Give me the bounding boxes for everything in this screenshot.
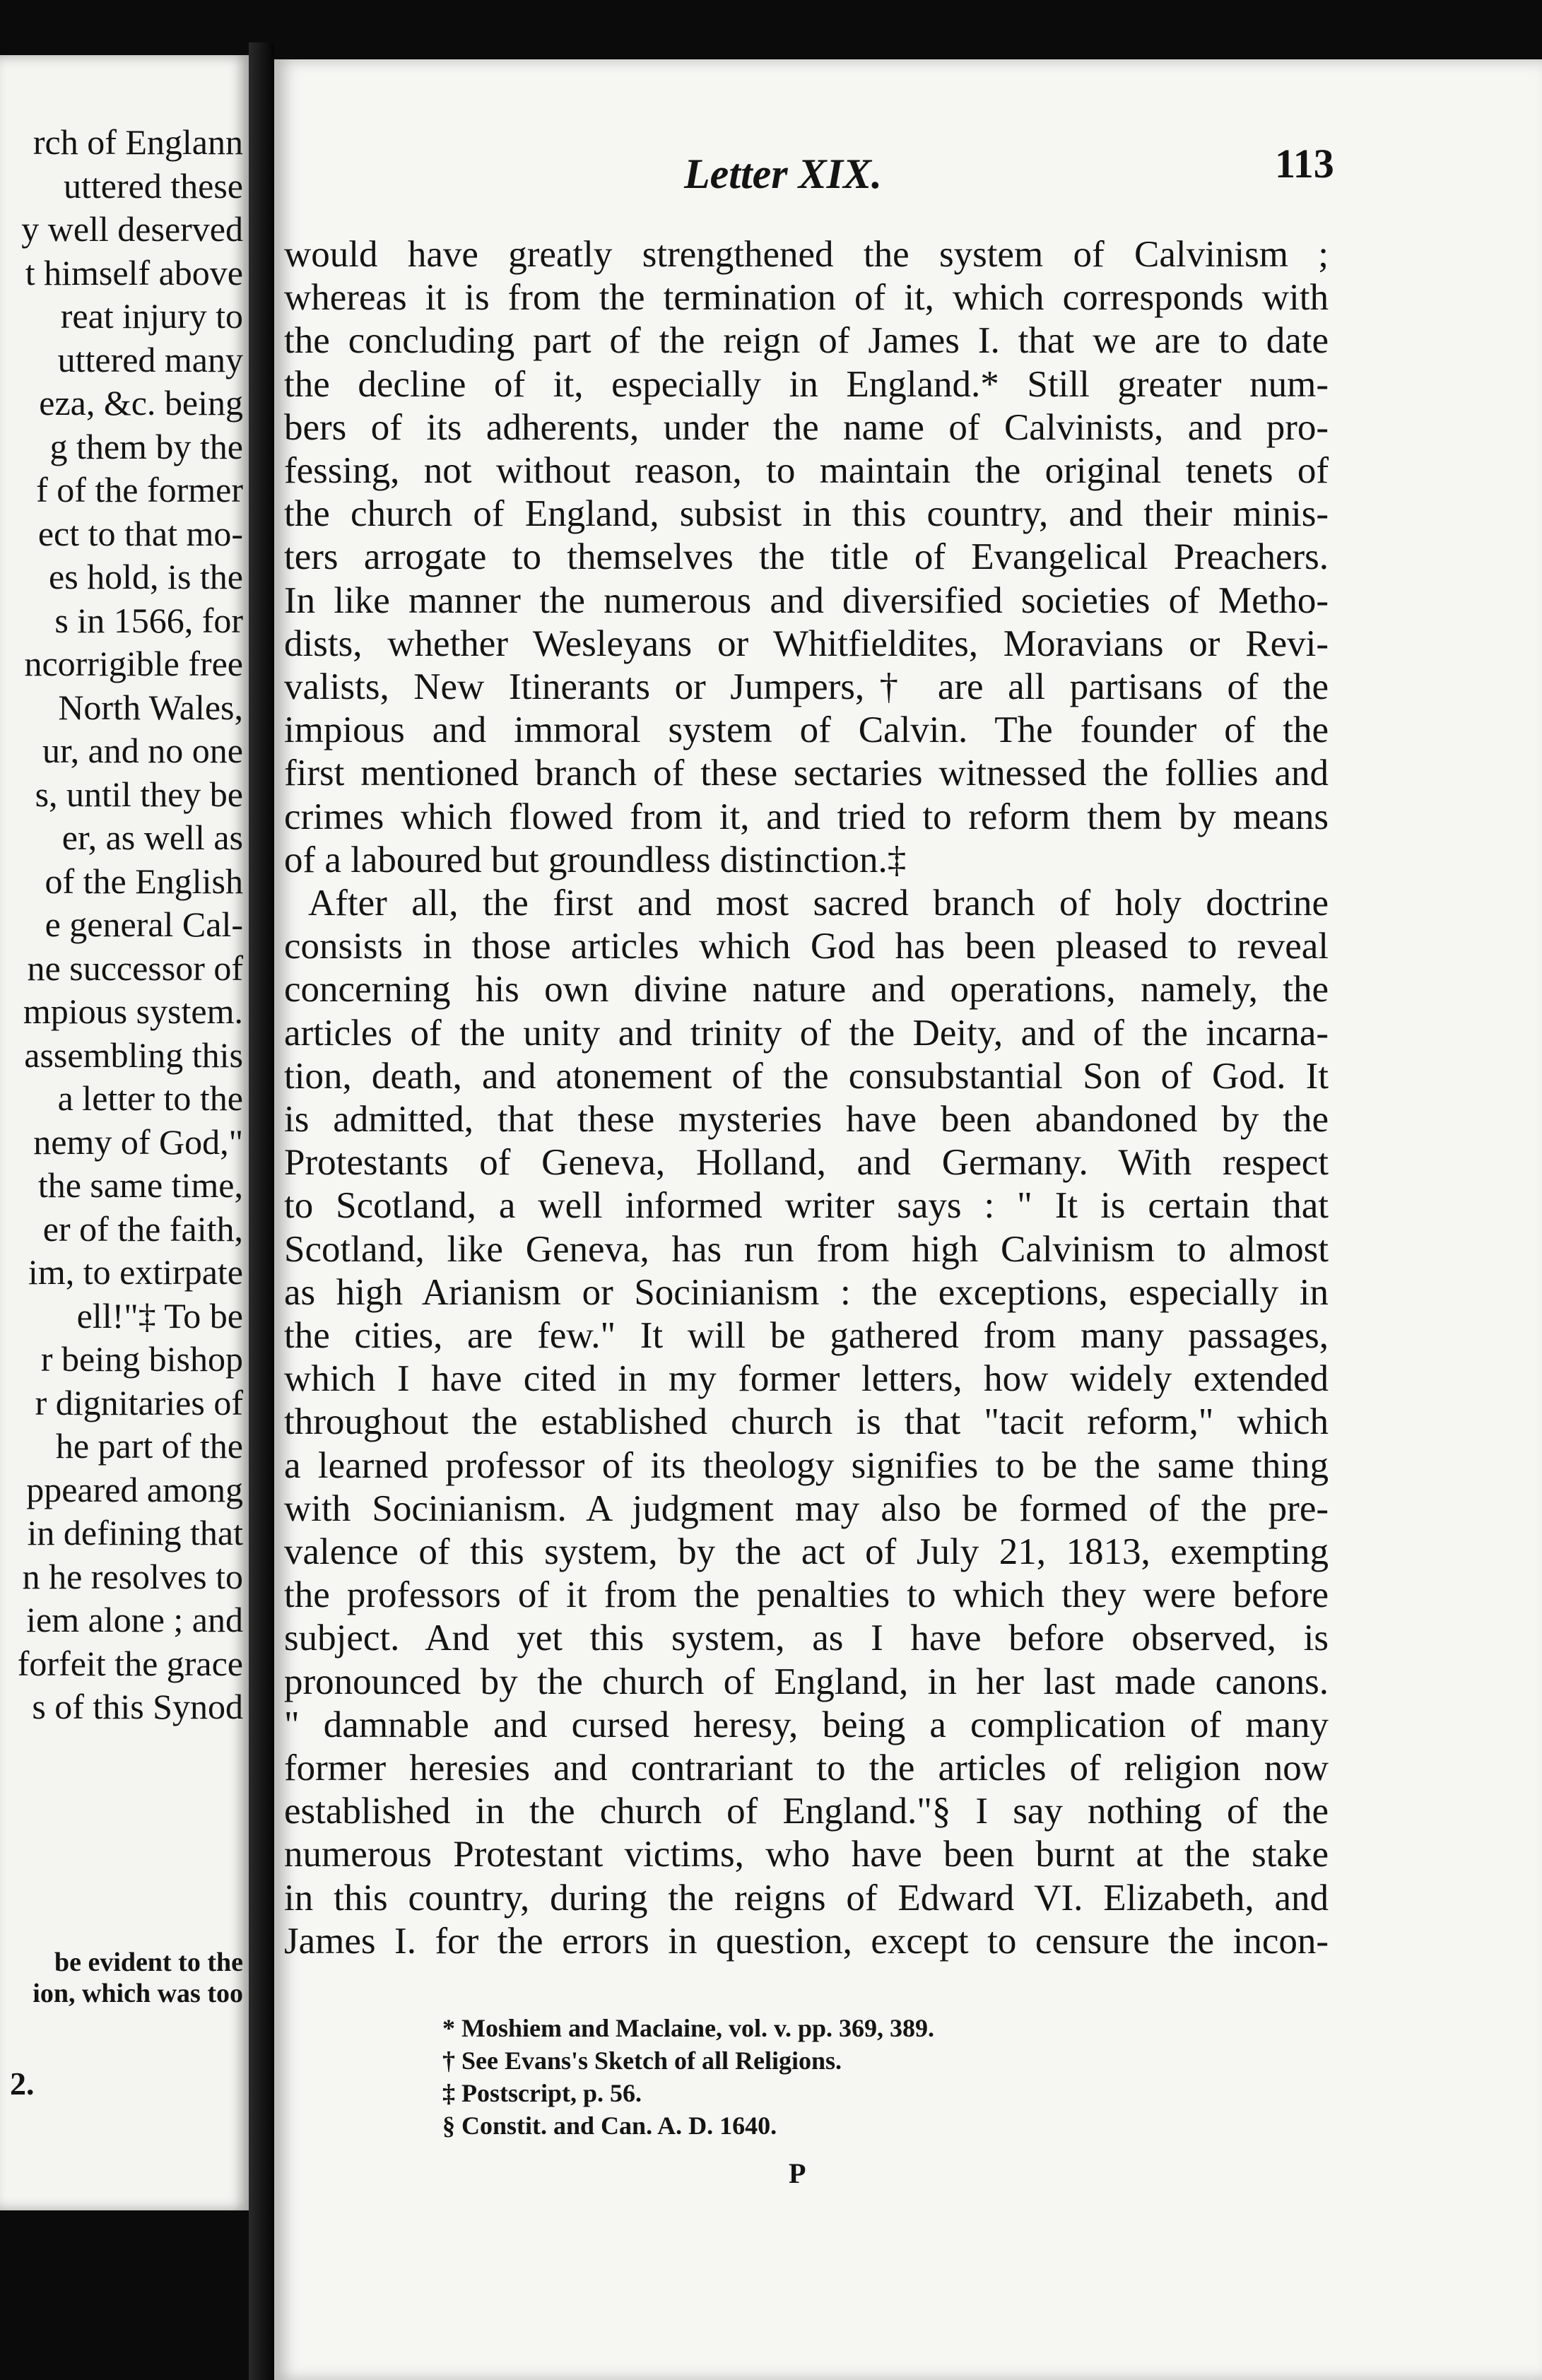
body-line: the professors of it from the penalties to which they were before xyxy=(284,1574,1329,1616)
left-page-line: r being bishop xyxy=(40,1339,243,1379)
left-page-line: uttered many xyxy=(57,339,243,379)
body-line: the decline of it, especially in England.* Still greater num- xyxy=(284,363,1329,405)
footnote-line: † See Evans's Sketch of all Religions. xyxy=(442,2046,842,2075)
left-page-line: y well deserved xyxy=(21,209,243,249)
left-page-footnote-line: be evident to the xyxy=(54,1948,243,1977)
left-page-line: a letter to the xyxy=(57,1078,243,1118)
body-line: would have greatly strengthened the system of Calvinism ; xyxy=(284,234,1329,275)
body-line: valists, New Itinerants or Jumpers,† are all partisans of the xyxy=(284,666,1329,707)
body-line: a learned professor of its theology signifies to be the same thing xyxy=(284,1444,1329,1486)
body-line: as high Arianism or Socinianism : the exceptions, especially in xyxy=(284,1271,1329,1313)
left-page-line: the same time, xyxy=(37,1165,243,1205)
signature-mark: P xyxy=(789,2157,806,2189)
body-line: ters arrogate to themselves the title of Evangelical Preachers. xyxy=(284,536,1329,578)
left-page-line: uttered these xyxy=(63,165,243,206)
left-page-line: mpious system. xyxy=(23,991,243,1031)
body-line: which I have cited in my former letters, how widely extended xyxy=(284,1358,1329,1400)
left-page-line: er of the faith, xyxy=(42,1208,243,1249)
body-line: In like manner the numerous and diversified societies of Metho- xyxy=(284,579,1329,621)
left-page-line: eza, &c. being xyxy=(39,383,243,423)
body-line: numerous Protestant victims, who have been burnt at the stake xyxy=(284,1834,1329,1875)
left-page xyxy=(0,55,249,2210)
left-page-signature: 2. xyxy=(10,2066,35,2102)
body-line: first mentioned branch of these sectaries witnessed the follies and xyxy=(284,753,1329,794)
left-page-line: ne successor of xyxy=(27,948,243,988)
left-page-footnote-line: ion, which was too xyxy=(33,1979,243,2008)
left-page-line: iem alone ; and xyxy=(26,1600,243,1639)
body-line: valence of this system, by the act of July 21, 1813, exempting xyxy=(284,1531,1329,1572)
left-page-line: rch of Englann xyxy=(33,122,243,162)
body-line: in this country, during the reigns of Edward VI. Elizabeth, and xyxy=(284,1877,1329,1919)
body-line: former heresies and contrariant to the articles of religion now xyxy=(284,1748,1329,1789)
left-page-line: assembling this xyxy=(24,1035,243,1075)
body-line: " damnable and cursed heresy, being a complication of many xyxy=(284,1704,1329,1745)
body-line: James I. for the errors in question, except to censure the incon- xyxy=(284,1920,1329,1962)
body-line: After all, the first and most sacred branch of holy doctrine xyxy=(308,883,1329,924)
footnote-line: § Constit. and Can. A. D. 1640. xyxy=(442,2111,777,2140)
body-line: Protestants of Geneva, Holland, and Germany. With respect xyxy=(284,1142,1329,1184)
body-line: of a laboured but groundless distinction.‡ xyxy=(284,839,907,880)
left-page-line: he part of the xyxy=(55,1426,243,1466)
left-page-line: reat injury to xyxy=(60,296,243,336)
body-line: crimes which flowed from it, and tried to reform them by means xyxy=(284,796,1329,837)
left-page-line: North Wales, xyxy=(58,687,243,727)
left-page-line: forfeit the grace xyxy=(17,1643,243,1683)
right-page xyxy=(274,59,1542,2380)
body-line: the concluding part of the reign of James I. that we are to date xyxy=(284,320,1329,362)
left-page-line: es hold, is the xyxy=(49,557,243,596)
left-page-line: s, until they be xyxy=(35,774,243,814)
left-page-line: s of this Synod xyxy=(32,1687,243,1726)
body-line: to Scotland, a well informed writer says : " It is certain that xyxy=(284,1185,1329,1227)
left-page-line: ppeared among xyxy=(26,1469,243,1509)
left-page-line: in defining that xyxy=(27,1513,243,1553)
body-line: articles of the unity and trinity of the Deity, and of the incarna- xyxy=(284,1012,1329,1054)
left-page-line: e general Cal- xyxy=(45,905,243,944)
footnote-line: * Moshiem and Maclaine, vol. v. pp. 369, 389. xyxy=(442,2014,935,2042)
left-page-line: g them by the xyxy=(49,426,243,466)
left-page-line: er, as well as xyxy=(61,818,243,857)
body-line: pronounced by the church of England, in her last made canons. xyxy=(284,1661,1329,1702)
body-line: consists in those articles which God has been pleased to reveal xyxy=(284,926,1329,967)
body-line: dists, whether Wesleyans or Whitfieldites, Moravians or Revi- xyxy=(284,623,1329,664)
body-line: the church of England, subsist in this country, and their minis- xyxy=(284,493,1329,535)
body-line: Scotland, like Geneva, has run from high Calvinism to almost xyxy=(284,1228,1329,1270)
gutter-shadow xyxy=(249,42,274,2380)
body-line: with Socinianism. A judgment may also be formed of the pre- xyxy=(284,1488,1329,1529)
left-page-line: ect to that mo- xyxy=(37,513,243,553)
running-header: Letter XIX. xyxy=(684,151,882,197)
body-line: bers of its adherents, under the name of Calvinists, and pro- xyxy=(284,406,1329,448)
body-line: fessing, not without reason, to maintain the original tenets of xyxy=(284,450,1329,491)
body-line: concerning his own divine nature and operations, namely, the xyxy=(284,969,1329,1011)
body-line: impious and immoral system of Calvin. The founder of the xyxy=(284,709,1329,751)
body-line: the cities, are few." It will be gathered from many passages, xyxy=(284,1315,1329,1356)
left-page-line: ur, and no one xyxy=(42,731,243,770)
left-page-line: im, to extirpate xyxy=(28,1252,243,1292)
body-line: throughout the established church is that "tacit reform," which xyxy=(284,1401,1329,1443)
body-line: whereas it is from the termination of it, which corresponds with xyxy=(284,277,1329,319)
footnote-line: ‡ Postscript, p. 56. xyxy=(442,2079,642,2107)
left-page-line: r dignitaries of xyxy=(35,1382,243,1422)
left-page-line: t himself above xyxy=(25,252,243,293)
left-page-line: of the English xyxy=(45,861,243,901)
page-number: 113 xyxy=(1275,141,1334,187)
body-line: tion, death, and atonement of the consubstantial Son of God. It xyxy=(284,1055,1329,1097)
body-line: subject. And yet this system, as I have before observed, is xyxy=(284,1618,1329,1659)
body-line: is admitted, that these mysteries have been abandoned by the xyxy=(284,1099,1329,1140)
left-page-line: s in 1566, for xyxy=(54,600,243,640)
body-line: established in the church of England."§ I say nothing of the xyxy=(284,1791,1329,1832)
left-page-line: ell!"‡ To be xyxy=(76,1295,243,1336)
left-page-line: ncorrigible free xyxy=(24,644,243,683)
left-page-line: n he resolves to xyxy=(22,1556,243,1596)
left-page-line: f of the former xyxy=(36,470,243,509)
left-page-line: nemy of God," xyxy=(33,1121,243,1162)
